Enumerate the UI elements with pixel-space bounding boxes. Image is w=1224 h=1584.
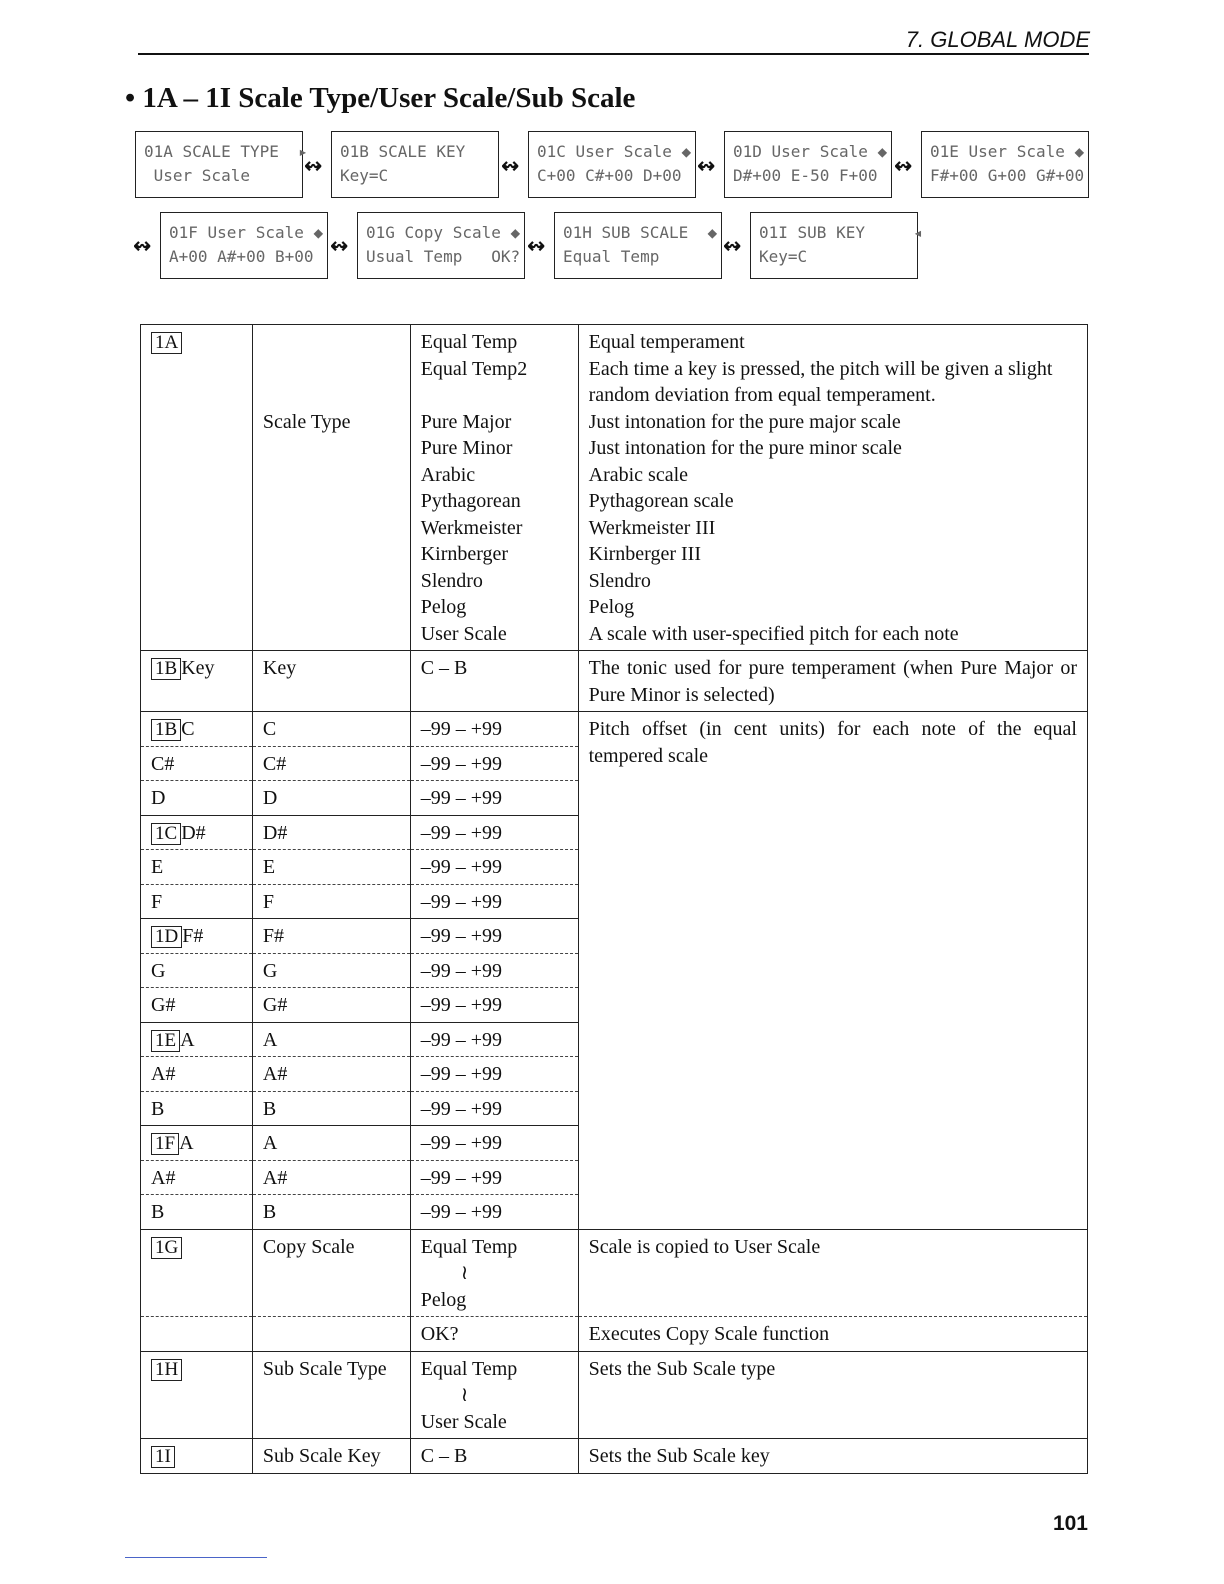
tag-cell — [141, 1160, 253, 1195]
lcd-line-2: A+00 A#+00 B+00 — [169, 247, 314, 266]
tag-cell — [141, 712, 253, 747]
tag-cell — [141, 815, 253, 850]
line: Arabic — [420, 463, 476, 486]
lcd-screen — [160, 212, 328, 279]
tag-cell — [141, 781, 253, 816]
lcd-line-1: 01H SUB SCALE ◆ — [563, 223, 718, 242]
tag-cell — [141, 651, 253, 712]
param-cell: G — [252, 953, 410, 988]
range-cell: –99 – +99 — [410, 1057, 578, 1092]
param-cell: F# — [252, 919, 410, 954]
section-tag: 1H — [151, 1359, 182, 1381]
line: Equal temperament — [588, 331, 745, 353]
values-cell — [410, 1351, 578, 1439]
lcd-line-2: D#+00 E-50 F+00 — [733, 166, 878, 185]
param-cell: A — [252, 1022, 410, 1057]
range-cell: –99 – +99 — [410, 988, 578, 1023]
lcd-screen — [357, 212, 525, 279]
section-title: • 1A – 1I Scale Type/User Scale/Sub Scale — [125, 82, 636, 114]
line: Pelog — [420, 596, 467, 618]
line: Equal Temp — [420, 331, 518, 353]
values-cell — [410, 325, 578, 651]
tag-cell — [141, 325, 253, 651]
line: Kirnberger III — [588, 543, 701, 565]
row-name: C# — [151, 752, 175, 775]
tag-cell — [141, 884, 253, 919]
line: Kirnberger — [420, 543, 509, 565]
section-tag: 1E — [151, 1030, 180, 1052]
section-tag: 1A — [151, 332, 182, 354]
range-cell: –99 – +99 — [410, 1022, 578, 1057]
line: Equal Temp2 — [420, 357, 528, 380]
range-cell: OK? — [410, 1317, 578, 1352]
param-cell: A# — [252, 1160, 410, 1195]
param-cell: Key — [252, 651, 410, 712]
lcd-screen — [750, 212, 923, 279]
param-cell: C# — [252, 746, 410, 781]
section-tag: 1B — [151, 719, 181, 741]
double-arrow-icon: ↭ — [501, 154, 520, 179]
desc-cell: Sets the Sub Scale type — [578, 1351, 1087, 1439]
lcd-screen — [724, 131, 892, 198]
lcd-line-2: Key=C — [340, 166, 389, 185]
range-cell: –99 – +99 — [410, 815, 578, 850]
line: Werkmeister — [420, 516, 523, 539]
desc-cell: Scale is copied to User Scale — [578, 1229, 1087, 1317]
line: Just intonation for the pure major scale — [588, 410, 901, 433]
line: ≀ — [460, 1384, 469, 1406]
section-label: 7. GLOBAL MODE — [905, 27, 1090, 52]
param-cell: C — [252, 712, 410, 747]
row-name: G# — [151, 994, 176, 1016]
double-arrow-icon: ↭ — [304, 154, 323, 179]
line: Werkmeister III — [588, 516, 716, 539]
tag-cell — [141, 1195, 253, 1230]
lcd-screen — [528, 131, 696, 198]
range-cell: –99 – +99 — [410, 884, 578, 919]
lcd-screen — [331, 131, 499, 198]
desc-cell: Sets the Sub Scale key — [578, 1439, 1087, 1474]
lcd-line-1: 01E User Scale ◆ — [930, 142, 1085, 161]
param-cell: A — [252, 1126, 410, 1161]
section-tag: 1G — [151, 1237, 182, 1259]
tag-cell — [141, 1439, 253, 1474]
row-name: Key — [181, 657, 215, 679]
double-arrow-icon: ↭ — [697, 154, 716, 179]
lcd-line-1: 01G Copy Scale ◆ — [366, 223, 521, 242]
line: User Scale — [420, 622, 507, 645]
line: Slendro — [588, 569, 651, 592]
section-tag: 1D — [151, 926, 182, 948]
line: Pythagorean — [420, 490, 521, 512]
range-cell: –99 – +99 — [410, 919, 578, 954]
param-cell: Copy Scale — [252, 1229, 410, 1317]
section-tag: 1C — [151, 823, 181, 845]
line: Slendro — [420, 569, 483, 592]
range-cell: –99 – +99 — [410, 953, 578, 988]
tag-cell — [141, 1126, 253, 1161]
line — [421, 382, 568, 409]
line: Equal Temp — [420, 1235, 518, 1258]
line: User Scale — [420, 1410, 507, 1433]
param-cell — [252, 325, 410, 651]
lcd-line-2: F#+00 G+00 G#+00 — [930, 166, 1085, 185]
row-name: A — [180, 1028, 195, 1051]
tag-cell — [141, 1091, 253, 1126]
param-cell: F — [252, 884, 410, 919]
line: Pure Major — [420, 410, 512, 433]
param-cell: A# — [252, 1057, 410, 1092]
row-name: F# — [182, 925, 204, 947]
page-number: 101 — [1052, 1512, 1088, 1535]
lcd-line-1: 01B SCALE KEY — [340, 142, 466, 161]
line: Pure Minor — [420, 437, 513, 459]
param-cell: E — [252, 850, 410, 885]
double-arrow-icon: ↭ — [330, 234, 349, 259]
range-cell: C – B — [410, 1439, 578, 1474]
range-cell: –99 – +99 — [410, 1160, 578, 1195]
tag-cell — [141, 850, 253, 885]
row-name: A# — [151, 1166, 176, 1189]
lcd-line-2: Usual Temp OK? — [366, 247, 521, 266]
range-cell: C – B — [410, 651, 578, 712]
line: random deviation from equal temperament. — [588, 384, 936, 406]
range-cell: –99 – +99 — [410, 850, 578, 885]
lcd-line-1: 01A SCALE TYPE ▸ — [144, 142, 308, 161]
tag-cell — [141, 1022, 253, 1057]
desc-cell: Pitch offset (in cent units) for each note of the equal tempered scale — [578, 712, 1087, 1230]
range-cell: –99 – +99 — [410, 712, 578, 747]
tag-cell — [141, 1317, 253, 1352]
line: Arabic scale — [588, 463, 689, 486]
lcd-screen — [554, 212, 722, 279]
row-name: C — [181, 718, 195, 740]
lcd-line-2: Equal Temp — [563, 247, 660, 266]
row-name: D# — [181, 821, 206, 844]
desc-cell: Executes Copy Scale function — [578, 1317, 1087, 1352]
range-cell: –99 – +99 — [410, 781, 578, 816]
param-cell — [252, 1317, 410, 1352]
line: Pythagorean scale — [588, 490, 734, 512]
tag-cell — [141, 988, 253, 1023]
range-cell: –99 – +99 — [410, 1091, 578, 1126]
param-cell: G# — [252, 988, 410, 1023]
values-cell — [410, 1229, 578, 1317]
section-tag: 1I — [151, 1446, 175, 1468]
lcd-line-2: C+00 C#+00 D+00 — [537, 166, 682, 185]
row-name: B — [151, 1201, 165, 1223]
line: Pelog — [588, 596, 635, 618]
tag-cell — [141, 919, 253, 954]
tag-cell — [141, 746, 253, 781]
row-name: E — [151, 856, 164, 878]
scale-parameter-table — [140, 324, 1088, 1474]
param-cell: Sub Scale Key — [252, 1439, 410, 1474]
row-name: F — [151, 890, 163, 913]
param-cell: Sub Scale Type — [252, 1351, 410, 1439]
row-name: G — [151, 959, 166, 982]
desc-cell — [578, 325, 1087, 651]
lcd-line-1: 01F User Scale ◆ — [169, 223, 324, 242]
row-name: A — [179, 1132, 194, 1154]
section-tag: 1B — [151, 658, 181, 680]
line: A scale with user-specified pitch for each note — [588, 622, 959, 645]
section-tag: 1F — [151, 1133, 179, 1155]
lcd-screen — [135, 131, 308, 198]
param-cell: B — [252, 1091, 410, 1126]
tag-cell — [141, 1229, 253, 1317]
tag-cell — [141, 1351, 253, 1439]
tag-cell — [141, 953, 253, 988]
line: Just intonation for the pure minor scale — [588, 437, 902, 459]
header-rule — [138, 53, 1089, 55]
param-cell: B — [252, 1195, 410, 1230]
param-name: Scale Type — [262, 411, 351, 433]
lcd-line-2: Key=C — [759, 247, 808, 266]
line: Equal Temp — [420, 1357, 518, 1380]
double-arrow-icon: ↭ — [894, 154, 913, 179]
range-cell: –99 – +99 — [410, 1126, 578, 1161]
row-name: A# — [151, 1063, 176, 1085]
row-name: B — [151, 1097, 165, 1120]
double-arrow-icon: ↭ — [723, 234, 742, 259]
lcd-line-2: User Scale — [144, 166, 250, 185]
lcd-line-1: 01D User Scale ◆ — [733, 142, 888, 161]
double-arrow-icon: ↭ — [133, 234, 152, 259]
lcd-line-1: 01C User Scale ◆ — [537, 142, 692, 161]
param-cell: D — [252, 781, 410, 816]
desc-cell: The tonic used for pure temperament (when Pure Major or Pure Minor is selected) — [578, 651, 1087, 712]
range-cell: –99 – +99 — [410, 1195, 578, 1230]
lcd-line-1: 01I SUB KEY ◂ — [759, 223, 923, 242]
line: Pelog — [420, 1288, 467, 1311]
param-cell: D# — [252, 815, 410, 850]
line: ≀ — [460, 1262, 469, 1284]
row-name: D — [151, 787, 166, 809]
footnote-rule — [125, 1557, 267, 1558]
line: Each time a key is pressed, the pitch will be given a slight — [588, 357, 1053, 380]
range-cell: –99 – +99 — [410, 746, 578, 781]
lcd-screen — [921, 131, 1089, 198]
tag-cell — [141, 1057, 253, 1092]
table-row — [141, 712, 1088, 747]
double-arrow-icon: ↭ — [527, 234, 546, 259]
